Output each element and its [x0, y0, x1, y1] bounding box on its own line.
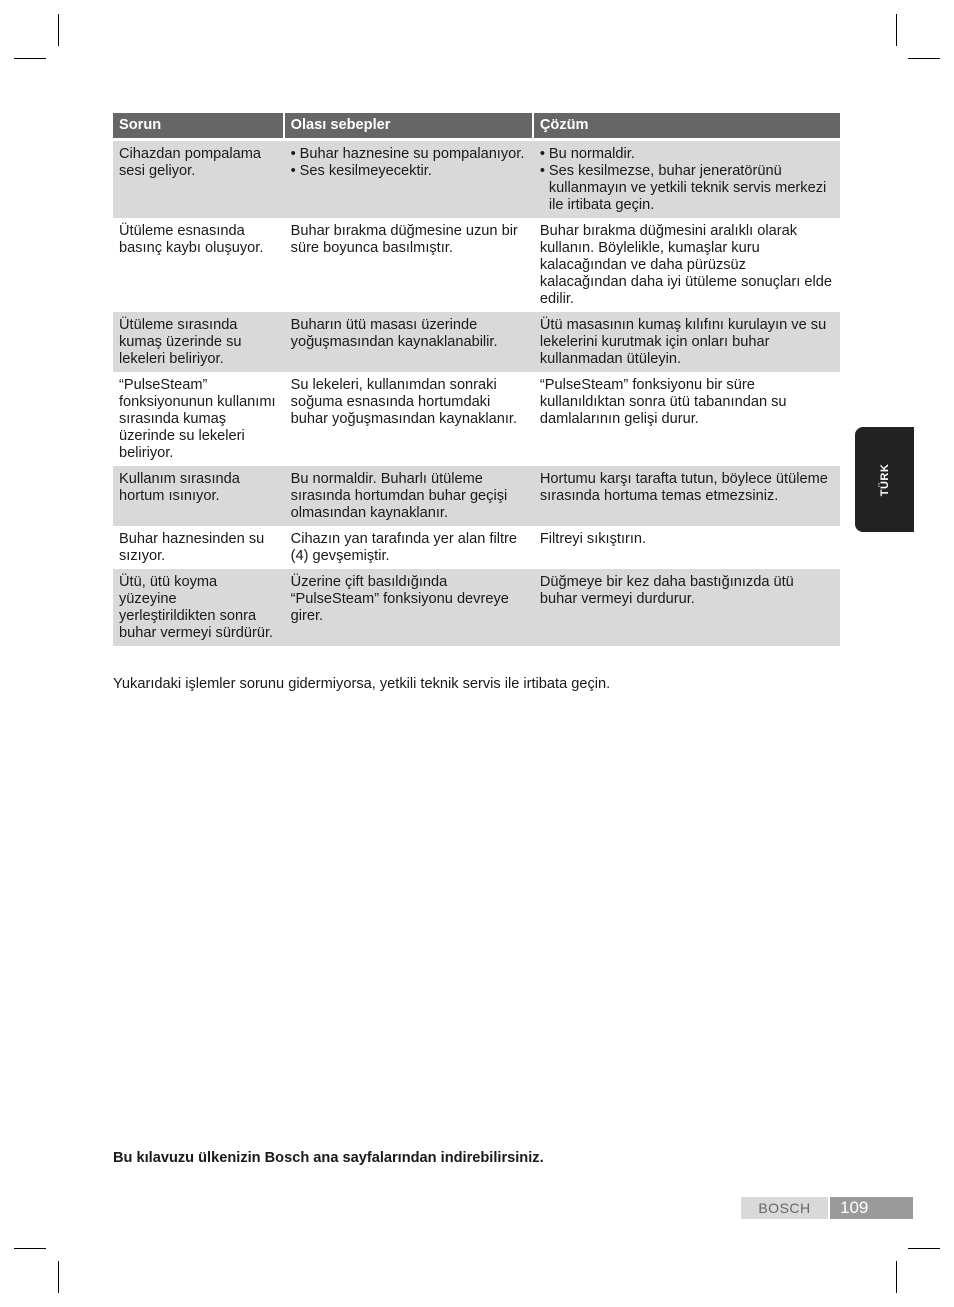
list-item: • Ses kesilmeyecektir. [291, 163, 526, 180]
solution-cell: “PulseSteam” fonksiyonu bir süre kullanıldıktan sonra ütü tabanından su damlalarının gelişi durur. [539, 377, 787, 427]
solution-cell [534, 141, 840, 218]
solution-cell: Düğmeye bir kez daha bastığınızda ütü buhar vermeyi durdurur. [534, 569, 840, 646]
solution-cell: Buhar bırakma düğmesini aralıklı olarak kullanın. Böylelikle, kumaşlar kuru kalacağından ve daha pürüzsüz kalacağından daha iyi ütüleme sonuçları elde edilir. [539, 223, 832, 307]
table-row [113, 526, 840, 569]
solution-cell: Hortumu karşı tarafta tutun, böylece ütüleme sırasında hortuma temas etmezsiniz. [534, 466, 840, 526]
table-row [113, 466, 840, 526]
causes-cell: Su lekeleri, kullanımdan sonraki soğuma esnasında hortumdaki buhar yoğuşmasından kaynaklanır. [290, 377, 518, 427]
list-item: • Ses kesilmezse, buhar jeneratörünü kullanmayın ve yetkili teknik servis merkezi ile irtibata geçin. [540, 163, 834, 214]
troubleshooting-table [113, 113, 840, 646]
table-row [113, 569, 840, 646]
download-note: Bu kılavuzu ülkenizin Bosch ana sayfalarından indirebilirsiniz. [113, 1150, 544, 1166]
crop-mark [58, 14, 59, 46]
problem-cell: “PulseSteam” fonksiyonunun kullanımı sırasında kumaş üzerinde su lekeleri beliriyor. [119, 377, 276, 461]
header-problem: Sorun [113, 113, 285, 141]
language-tab-label: TÜRK [878, 463, 891, 496]
problem-cell: Buhar haznesinden su sızıyor. [119, 531, 265, 564]
problem-cell: Ütüleme sırasında kumaş üzerinde su lekeleri beliriyor. [113, 312, 285, 372]
table-row [113, 218, 840, 312]
crop-mark [14, 58, 46, 59]
crop-mark [896, 14, 897, 46]
list-item: • Bu normaldir. [540, 146, 834, 163]
problem-cell: Kullanım sırasında hortum ısınıyor. [113, 466, 285, 526]
table-row [113, 141, 840, 218]
service-note: Yukarıdaki işlemler sorunu gidermiyorsa, yetkili teknik servis ile irtibata geçin. [113, 676, 611, 692]
language-tab [855, 427, 914, 532]
table-row [113, 312, 840, 372]
problem-cell: Ütüleme esnasında basınç kaybı oluşuyor. [119, 223, 264, 256]
page-number: 109 [830, 1197, 913, 1219]
table-row [113, 372, 840, 466]
causes-cell: Bu normaldir. Buharlı ütüleme sırasında hortumdan buhar geçişi olmasından kaynaklanır. [285, 466, 534, 526]
causes-cell: Üzerine çift basıldığında “PulseSteam” fonksiyonu devreye girer. [285, 569, 534, 646]
crop-mark [896, 1261, 897, 1293]
causes-cell: Buhar bırakma düğmesine uzun bir süre boyunca basılmıştır. [290, 223, 518, 256]
causes-cell [285, 141, 534, 218]
crop-mark [908, 1248, 940, 1249]
causes-cell: Cihazın yan tarafında yer alan filtre (4) gevşemiştir. [290, 531, 517, 564]
table-header-row [113, 113, 840, 141]
problem-cell: Ütü, ütü koyma yüzeyine yerleştirildikten sonra buhar vermeyi sürdürür. [113, 569, 285, 646]
causes-cell: Buharın ütü masası üzerinde yoğuşmasından kaynaklanabilir. [285, 312, 534, 372]
header-causes: Olası sebepler [285, 113, 534, 141]
crop-mark [14, 1248, 46, 1249]
crop-mark [908, 58, 940, 59]
problem-cell: Cihazdan pompalama sesi geliyor. [113, 141, 285, 218]
solution-cell: Ütü masasının kumaş kılıfını kurulayın ve su lekelerini kurutmak için onları buhar kullanmadan ütüleyin. [534, 312, 840, 372]
list-item: • Buhar haznesine su pompalanıyor. [291, 146, 526, 163]
solution-cell: Filtreyi sıkıştırın. [539, 531, 647, 547]
footer-brand: BOSCH [741, 1197, 828, 1219]
crop-mark [58, 1261, 59, 1293]
header-solution: Çözüm [534, 113, 840, 141]
